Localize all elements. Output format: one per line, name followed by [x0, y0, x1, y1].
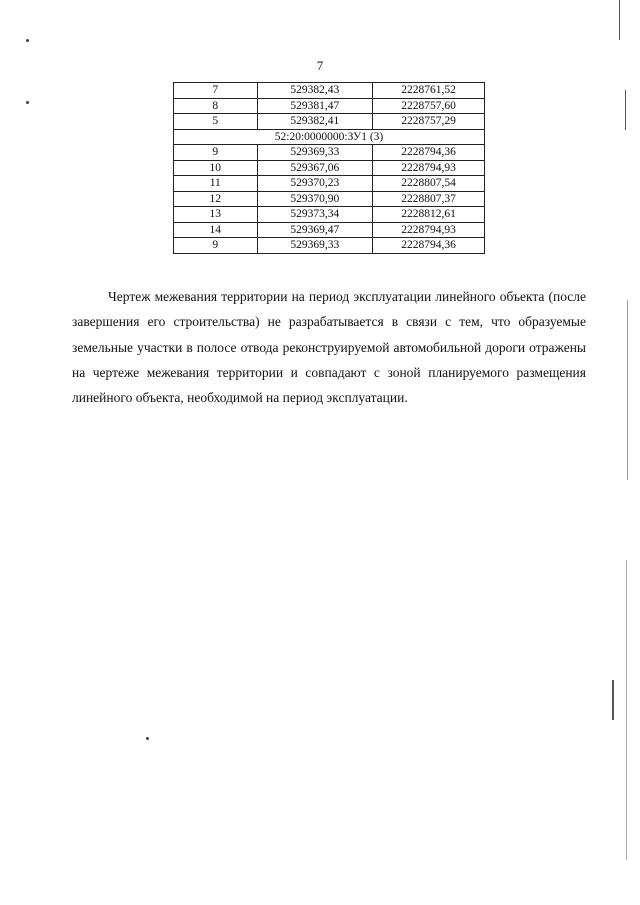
scan-dot	[146, 737, 149, 740]
x-coordinate-cell: 529373,34	[257, 207, 373, 223]
page-number: 7	[316, 58, 324, 73]
scan-edge-mark	[612, 680, 614, 720]
y-coordinate-cell: 2228794,93	[373, 160, 485, 176]
table-row	[174, 176, 485, 192]
point-number-cell: 10	[174, 160, 258, 176]
coordinates-table	[173, 82, 485, 254]
table-row	[174, 191, 485, 207]
y-coordinate-cell: 2228757,60	[373, 98, 485, 114]
x-coordinate-cell: 529370,90	[257, 191, 373, 207]
x-coordinate-cell: 529369,33	[257, 145, 373, 161]
y-coordinate-cell: 2228794,93	[373, 222, 485, 238]
y-coordinate-cell: 2228761,52	[373, 83, 485, 99]
scan-edge-mark	[627, 300, 628, 480]
table-section-row	[174, 129, 485, 145]
table-row	[174, 238, 485, 254]
scan-dot	[26, 101, 29, 104]
table-row	[174, 114, 485, 130]
scan-edge-mark	[625, 90, 626, 130]
x-coordinate-cell: 529382,43	[257, 83, 373, 99]
x-coordinate-cell: 529382,41	[257, 114, 373, 130]
table-section-label: 52:20:0000000:ЗУ1 (3)	[174, 129, 485, 145]
x-coordinate-cell: 529369,33	[257, 238, 373, 254]
y-coordinate-cell: 2228794,36	[373, 145, 485, 161]
point-number-cell: 12	[174, 191, 258, 207]
x-coordinate-cell: 529370,23	[257, 176, 373, 192]
table-row	[174, 98, 485, 114]
point-number-cell: 5	[174, 114, 258, 130]
point-number-cell: 11	[174, 176, 258, 192]
point-number-cell: 9	[174, 145, 258, 161]
table-row	[174, 160, 485, 176]
x-coordinate-cell: 529369,47	[257, 222, 373, 238]
x-coordinate-cell: 529367,06	[257, 160, 373, 176]
y-coordinate-cell: 2228794,36	[373, 238, 485, 254]
y-coordinate-cell: 2228812,61	[373, 207, 485, 223]
scan-edge-mark	[626, 560, 627, 860]
x-coordinate-cell: 529381,47	[257, 98, 373, 114]
table-row	[174, 145, 485, 161]
point-number-cell: 14	[174, 222, 258, 238]
y-coordinate-cell: 2228807,54	[373, 176, 485, 192]
table-row	[174, 207, 485, 223]
y-coordinate-cell: 2228757,29	[373, 114, 485, 130]
table-row	[174, 83, 485, 99]
point-number-cell: 9	[174, 238, 258, 254]
point-number-cell: 7	[174, 83, 258, 99]
scan-edge-mark	[619, 0, 620, 40]
point-number-cell: 13	[174, 207, 258, 223]
table-row	[174, 222, 485, 238]
point-number-cell: 8	[174, 98, 258, 114]
scan-dot	[26, 39, 29, 42]
body-paragraph: Чертеж межевания территории на период эксплуатации линейного объекта (после завершения его строительства) не разрабатывается в связи с тем, что образуемые земельные участки в полосе отвода реконструируемой автомобильной дороги отражены на чертеже межевания территории и совпадают с зоной планируемого размещения линейного объекта, необходимой на период эксплуатации.	[72, 289, 586, 406]
y-coordinate-cell: 2228807,37	[373, 191, 485, 207]
